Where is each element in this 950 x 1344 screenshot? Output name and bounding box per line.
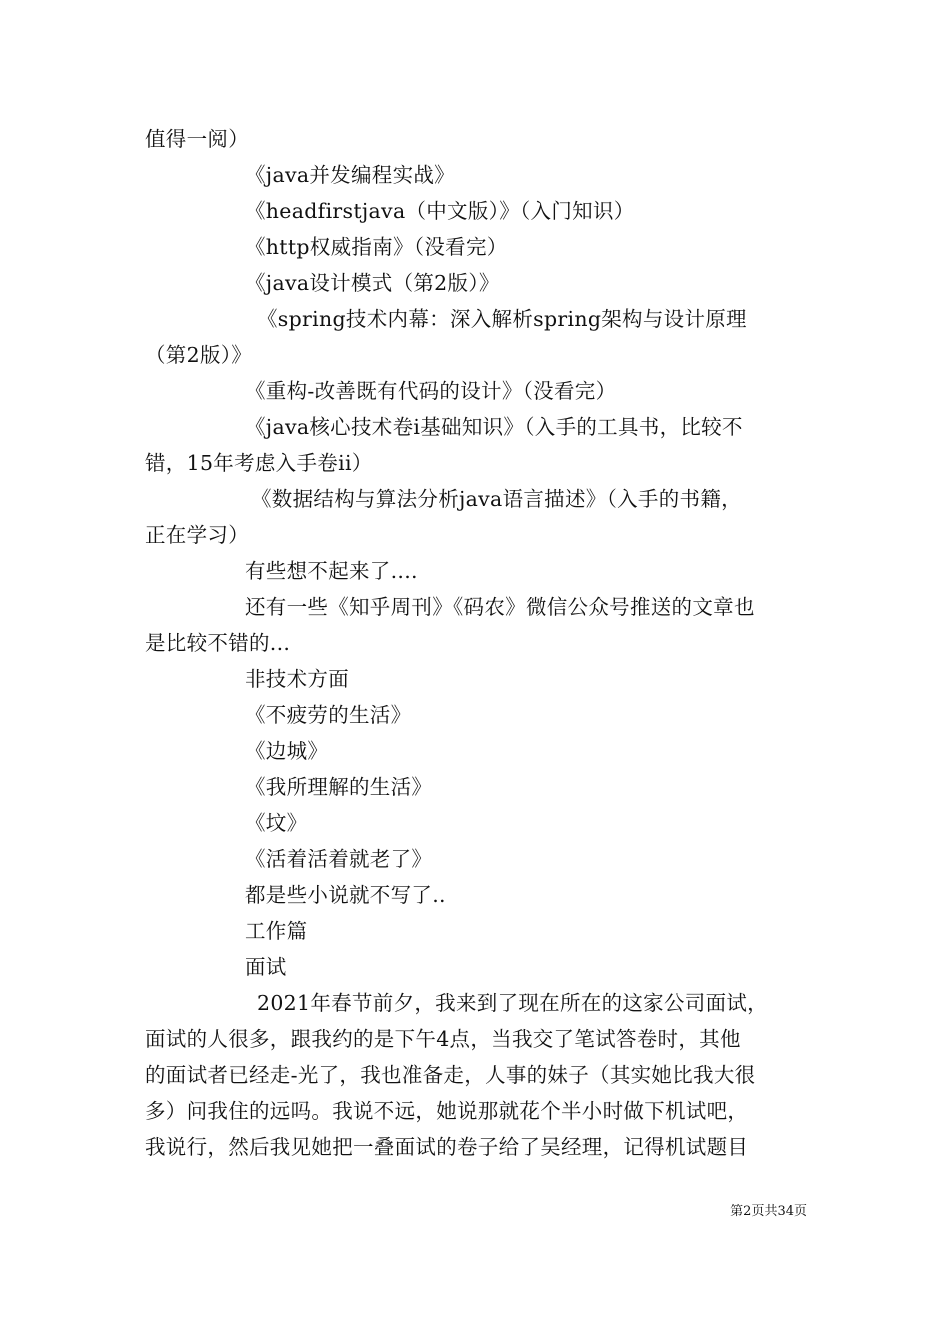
section-heading: 工作篇 xyxy=(245,919,308,943)
section-heading: 非技术方面 xyxy=(245,667,349,691)
text-line: 是比较不错的... xyxy=(145,631,291,655)
book-item: 《java并发编程实战》 xyxy=(245,163,455,187)
text-line: 正在学习） xyxy=(145,523,249,547)
book-item: 《我所理解的生活》 xyxy=(245,775,433,799)
section-heading: 面试 xyxy=(245,955,287,979)
text-line: （第2版）》 xyxy=(145,343,253,367)
paragraph-line: 我说行，然后我见她把一叠面试的卷子给了吴经理，记得机试题目 xyxy=(145,1135,749,1159)
text-line: 错，15年考虑入手卷ii） xyxy=(145,451,373,475)
paragraph-line: 2021年春节前夕，我来到了现在所在的这家公司面试， xyxy=(257,991,768,1015)
book-item: 《边城》 xyxy=(245,739,329,763)
book-item: 《spring技术内幕：深入解析spring架构与设计原理 xyxy=(257,307,747,331)
book-item: 《java核心技术卷i基础知识》（入手的工具书，比较不 xyxy=(245,415,743,439)
text-line: 值得一阅） xyxy=(145,127,249,151)
paragraph-line: 面试的人很多，跟我约的是下午4点，当我交了笔试答卷时，其他 xyxy=(145,1027,741,1051)
paragraph-line: 多）问我住的远吗。我说不远，她说那就花个半小时做下机试吧， xyxy=(145,1099,749,1123)
book-item: 《headfirstjava（中文版）》（入门知识） xyxy=(245,199,635,223)
paragraph-line: 都是些小说就不写了.. xyxy=(245,883,446,907)
book-item: 《java设计模式（第2版）》 xyxy=(245,271,500,295)
body-text xyxy=(145,121,807,1165)
paragraph-line: 还有一些《知乎周刊》《码农》微信公众号推送的文章也 xyxy=(245,595,755,619)
book-item: 《http权威指南》（没看完） xyxy=(245,235,508,259)
page-number: 第2页共34页 xyxy=(730,1204,807,1219)
book-item: 《重构-改善既有代码的设计》（没看完） xyxy=(245,379,617,403)
book-item: 《不疲劳的生活》 xyxy=(245,703,412,727)
book-item: 《坟》 xyxy=(245,811,308,835)
paragraph-line: 的面试者已经走-光了，我也准备走，人事的妹子（其实她比我大很 xyxy=(145,1063,756,1087)
paragraph-line: 有些想不起来了.... xyxy=(245,559,418,583)
book-item: 《数据结构与算法分析java语言描述》（入手的书籍， xyxy=(251,487,742,511)
book-item: 《活着活着就老了》 xyxy=(245,847,433,871)
